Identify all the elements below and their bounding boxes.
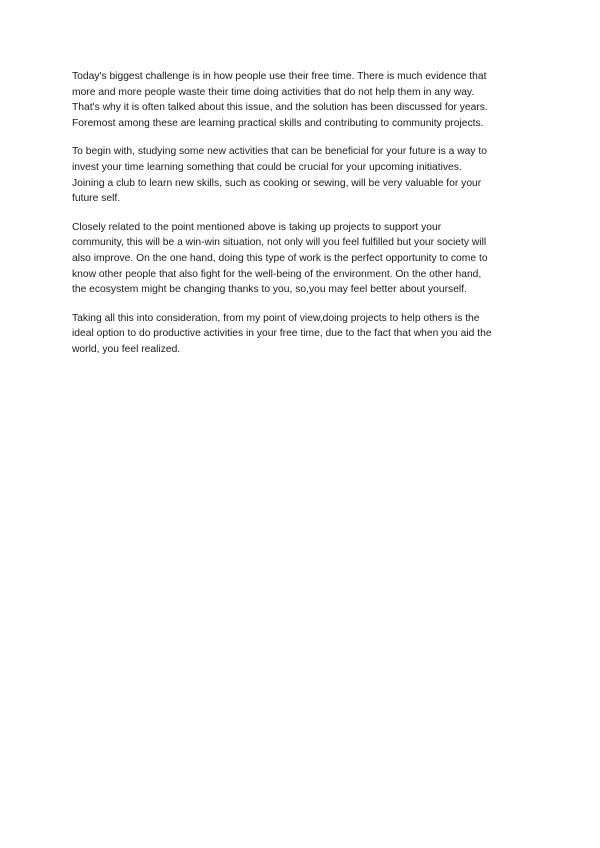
- paragraph-introduction: Today's biggest challenge is in how people use their free time. There is much evidence that more and more people waste their time doing activities that do not help them in any way. That's why it is often talked about this issue, and the solution has been discussed for years. Foremost among these are learning practical skills and contributing to community projects.: [72, 71, 488, 129]
- paragraph-conclusion: Taking all this into consideration, from my point of view,doing projects to help others is the ideal option to do productive activities in your free time, due to the fact that when you aid the world, you feel realized.: [72, 312, 492, 355]
- paragraph-community-projects: Closely related to the point mentioned above is taking up projects to support your community, this will be a win-win situation, not only will you feel fulfilled but your society will also improve. On the one hand, doing this type of work is the perfect opportunity to come to know other people that also fight for the well-being of the environment. On the other hand, the ecosystem might be changing thanks to you, so,you may feel better about yourself.: [72, 221, 488, 296]
- document-body: [72, 69, 532, 371]
- paragraph-learning-skills: To begin with, studying some new activities that can be beneficial for your future is a way to invest your time learning something that could be crucial for your upcoming initiatives. Joining a club to learn new skills, such as cooking or sewing, will be very valuable for your future self.: [72, 146, 487, 205]
